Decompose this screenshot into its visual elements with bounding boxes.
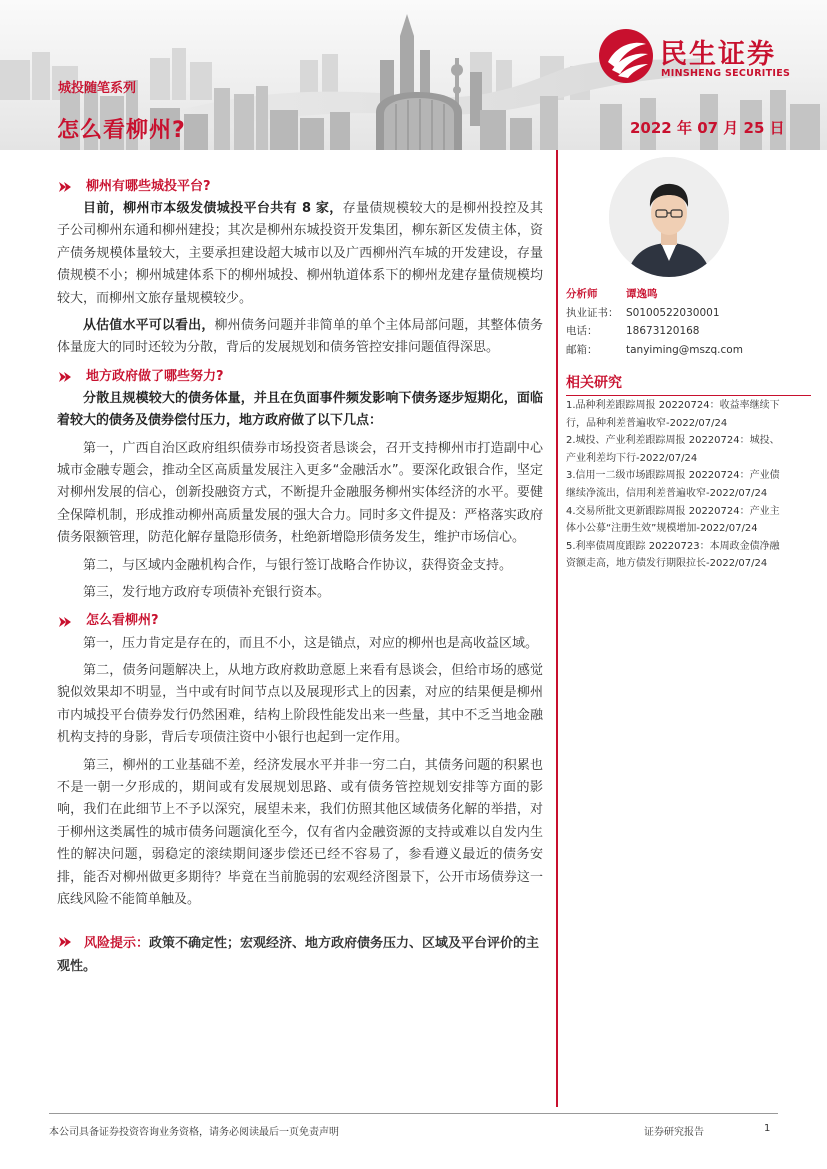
bold-lead: 目前，柳州市本级发债城投平台共有 8 家， bbox=[83, 201, 343, 216]
paragraph: 第一，广西自治区政府组织债券市场投资者恳谈会，召开支持柳州市打造副中心城市金融专题会，推动全区高质量发展注入更多“金融活水”。要深化政银合作，坚定对柳州发展的信心，创新投融资方式，不断提升金融服务柳州实体经济的水平。要健全保障机制，形成推动柳州高质量发展的强大合力。同时多文件提及：严格落实政府债务限额管理，防范化解存量隐形债务，杜绝新增隐形债务发生，维护市场信心。 bbox=[57, 440, 543, 546]
arrow-bullet-icon bbox=[58, 616, 72, 628]
footer-disclaimer: 本公司具备证券投资咨询业务资格，请务必阅读最后一页免责声明 bbox=[49, 1127, 339, 1138]
paragraph bbox=[57, 198, 543, 310]
section-heading-text: 怎么看柳州? bbox=[86, 613, 159, 629]
paragraph bbox=[57, 388, 543, 433]
section-heading-text: 柳州有哪些城投平台? bbox=[86, 178, 211, 194]
list-item[interactable]: 3.信用一二级市场跟踪周报 20220724：产业债继续净流出，信用利差普遍收窄-2022/07/24 bbox=[566, 470, 780, 499]
paragraph-text: 存量债规模较大的是柳州投控及其子公司柳州东通和柳州建投；其次是柳州东城投资开发集团，柳东新区发债主体，资产债务规模体量较大，主要承担建设超大城市以及广西柳州汽车城的开发建设，存量债规模不小；柳州城建体系下的柳州城投、柳州轨道体系下的柳州龙建存量债规模均较大，而柳州文旅存量规模较少。 bbox=[57, 201, 543, 306]
list-item[interactable]: 4.交易所批文更新跟踪周报 20220724：产业主体小公募“注册生效”规模增加-2022/07/24 bbox=[566, 505, 780, 535]
arrow-bullet-icon bbox=[58, 936, 72, 948]
list-item[interactable]: 2.城投、产业利差跟踪周报 20220724：城投、产业利差均下行-2022/07/24 bbox=[566, 435, 780, 464]
list-item[interactable]: 1.品种利差跟踪周报 20220724：收益率继续下行，品种利差普遍收窄-2022/07/24 bbox=[566, 400, 780, 429]
bold-lead: 分散且规模较大的债务体量，并且在负面事件频发影响下债务逐步短期化，面临着较大的债务及债券偿付压力，地方政府做了以下几点： bbox=[57, 390, 543, 429]
section-heading-1 bbox=[57, 176, 543, 198]
email-label: 邮箱： bbox=[566, 343, 598, 356]
company-logo bbox=[598, 28, 808, 88]
page-title: 怎么看柳州? bbox=[57, 118, 186, 143]
header-banner bbox=[0, 0, 827, 150]
related-research-title: 相关研究 bbox=[566, 372, 811, 396]
paragraph-text: 柳州债务问题并非简单的单个主体局部问题，其整体债务体量庞大的同时还较为分散，背后的发展规划和债务管控安排问题值得深思。 bbox=[57, 318, 543, 356]
risk-text: 政策不确定性；宏观经济、地方政府债务压力、区域及平台评价的主观性。 bbox=[57, 936, 540, 974]
page-number: 1 bbox=[764, 1123, 771, 1134]
paragraph: 第一，压力肯定是存在的，而且不小，这是锚点，对应的柳州也是高收益区域。 bbox=[83, 635, 539, 651]
risk-label: 风险提示： bbox=[84, 936, 150, 952]
phone-number: 18673120168 bbox=[626, 325, 700, 337]
list-item[interactable]: 5.利率债周度跟踪 20220723：本周政金债净融资额走高，地方债发行期限拉长-2022/07/24 bbox=[566, 540, 780, 570]
cert-label: 执业证书： bbox=[566, 306, 619, 319]
minsheng-logo-icon bbox=[598, 28, 654, 84]
analyst-name: 谭逸鸣 bbox=[626, 288, 658, 300]
bold-lead: 从估值水平可以看出， bbox=[83, 318, 215, 334]
risk-warning bbox=[57, 933, 543, 978]
footer-divider bbox=[49, 1113, 778, 1114]
section-heading-3 bbox=[57, 611, 543, 633]
phone-label: 电话： bbox=[566, 325, 598, 337]
cert-number: S0100522030001 bbox=[626, 306, 720, 319]
analyst-info bbox=[566, 285, 816, 359]
analyst-role: 分析师 bbox=[566, 288, 598, 300]
paragraph: 第三，发行地方政府专项债补充银行资本。 bbox=[83, 585, 331, 601]
email-address[interactable]: tanyiming@mszq.com bbox=[626, 343, 743, 356]
analyst-photo bbox=[609, 157, 729, 277]
column-divider bbox=[556, 150, 558, 1107]
section-heading-2 bbox=[57, 366, 543, 388]
section-heading-text: 地方政府做了哪些努力? bbox=[86, 368, 224, 384]
paragraph bbox=[57, 315, 543, 360]
logo-chinese-text: 民生证券 bbox=[660, 39, 776, 70]
report-date: 2022 年 07 月 25 日 bbox=[630, 119, 785, 137]
paragraph: 第三，柳州的工业基础不差，经济发展水平并非一穷二白，其债务问题的积累也不是一朝一夕形成的，期间或有发展规划思路、或有债务管控规划安排等方面的影响，我们在此细节上不予以深究，展望未来，我们仿照其他区域债务化解的举措，对于柳州这类属性的城市债务问题演化至今，仅有省内金融资源的支持或难以自发内生性的解决问题，弱稳定的滚续期间逐步偿还已经不容易了，参看遵义最近的债务安排，能否对柳州做更多期待？毕竟在当前脆弱的宏观经济图景下，公开市场债券这一底线风险不能简单触及。 bbox=[57, 757, 543, 907]
paragraph: 第二，与区域内金融机构合作，与银行签订战略合作协议，获得资金支持。 bbox=[83, 557, 513, 573]
footer-report-type: 证券研究报告 bbox=[644, 1127, 704, 1138]
related-research-list bbox=[566, 397, 782, 573]
logo-english-text: MINSHENG SECURITIES bbox=[661, 68, 791, 79]
main-content bbox=[57, 176, 543, 978]
arrow-bullet-icon bbox=[58, 181, 72, 193]
paragraph: 第二，债务问题解决上，从地方政府救助意愿上来看有恳谈会，但给市场的感觉貌似效果却不明显，当中或有时间节点以及展现形式上的因素，对应的结果便是柳州市内城投平台债券发行仍然困难，结构上阶段性能发出来一些量，其中不乏当地金融机构支持的身影，背后专项债注资中小银行也起到一定作用。 bbox=[57, 662, 543, 746]
analyst-portrait-image bbox=[609, 157, 729, 277]
report-series: 城投随笔系列 bbox=[58, 81, 137, 96]
arrow-bullet-icon bbox=[58, 371, 72, 383]
